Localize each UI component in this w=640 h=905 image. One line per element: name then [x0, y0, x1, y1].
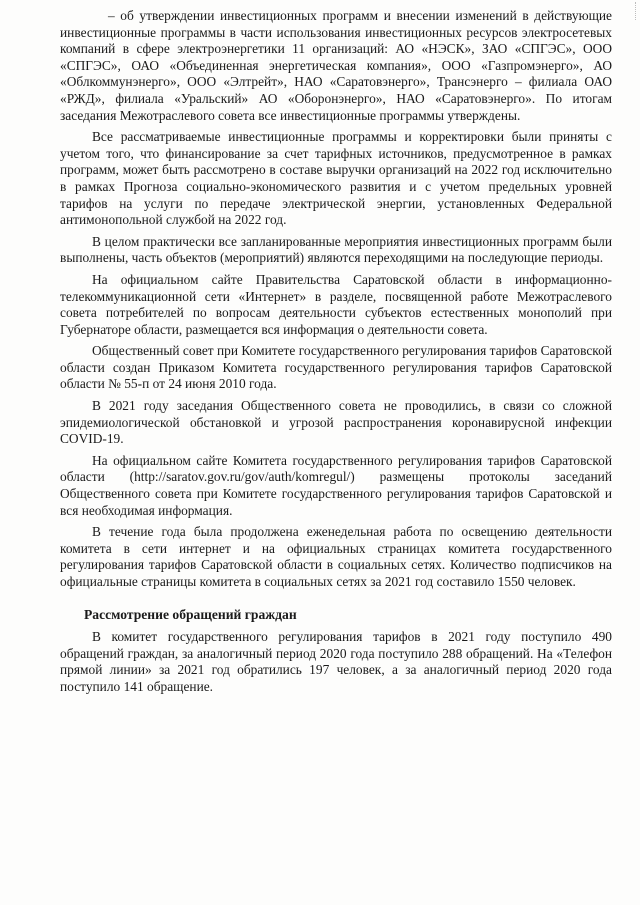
paragraph-citizen-appeals: В комитет государственного регулирования тарифов в 2021 году поступило 490 обращений граждан, за аналогичный период 2020 года поступило 288 обращений. На «Телефон прямой линии» за 2021 год обратились 197 человек, а за аналогичный период 2020 года поступило 141 обращение.	[60, 629, 612, 694]
document-body	[60, 8, 612, 701]
section-heading-citizen-appeals: Рассмотрение обращений граждан	[84, 606, 297, 622]
paragraph-social-media: В течение года была продолжена еженедельная работа по освещению деятельности комитета в сети интернет и на официальных страницах комитета государственного регулирования тарифов Саратовской области в социальных сетях. Количество подписчиков на официальные страницы комитета в социальных сетях за 2021 год составило 1550 человек.	[60, 524, 612, 589]
scan-edge-mark	[632, 2, 636, 20]
paragraph-activities-completed: В целом практически все запланированные мероприятия инвестиционных программ были выполнены, часть объектов (мероприятий) являются переходящими на последующие периоды.	[60, 233, 612, 266]
paragraph-public-council: Общественный совет при Комитете государственного регулирования тарифов Саратовской области создан Приказом Комитета государственного регулирования тарифов Саратовской области № 55-п от 24 июня 2010 года.	[60, 343, 612, 392]
paragraph-investment-programs: – об утверждении инвестиционных программ и внесении изменений в действующие инвестиционные программы в части использования инвестиционных ресурсов электросетевых компаний в сфере электроэнергетики 11 организаций: АО «НЭСК», ЗАО «СПГЭС», ООО «СПГЭС», ОАО «Объединенная энергетическая компания», ООО «Газпромэнерго», АО «Облкоммунэнерго», ООО «Элтрейт», НАО «Саратовэнерго», Трансэнерго – филиала ОАО «РЖД», филиала «Уральский» АО «Оборонэнерго», НАО «Саратовэнерго». По итогам заседания Межотраслевого совета все инвестиционные программы утверждены.	[60, 8, 612, 123]
paragraph-programs-accepted: Все рассматриваемые инвестиционные программы и корректировки были приняты с учетом того, что финансирование за счет тарифных источников, предусмотренное в рамках программ, может быть рассмотрено в составе выручки организаций на 2022 год исключительно в рамках Прогноза социально-экономического развития и с учетом предельных уровней тарифов на услуги по передаче электрической энергии, установленных Федеральной антимонопольной службой на 2022 год.	[60, 129, 612, 228]
paragraph-government-website: На официальном сайте Правительства Саратовской области в информационно-телекоммуникационной сети «Интернет» в разделе, посвященной работе Межотраслевого совета потребителей по вопросам деятельности субъектов естественных монополий при Губернаторе области, размещается вся информация о деятельности совета.	[60, 271, 612, 337]
paragraph-committee-website: На официальном сайте Комитета государственного регулирования тарифов Саратовской области (http://saratov.gov.ru/gov/auth/komregul/) размещены протоколы заседаний Общественного совета при Комитете государственного регулирования тарифов Саратовской и вся необходимая информация.	[60, 452, 612, 518]
paragraph-council-meetings-2021: В 2021 году заседания Общественного совета не проводились, в связи со сложной эпидемиологической обстановкой и угрозой распространения коронавирусной инфекции COVID-19.	[60, 398, 612, 447]
